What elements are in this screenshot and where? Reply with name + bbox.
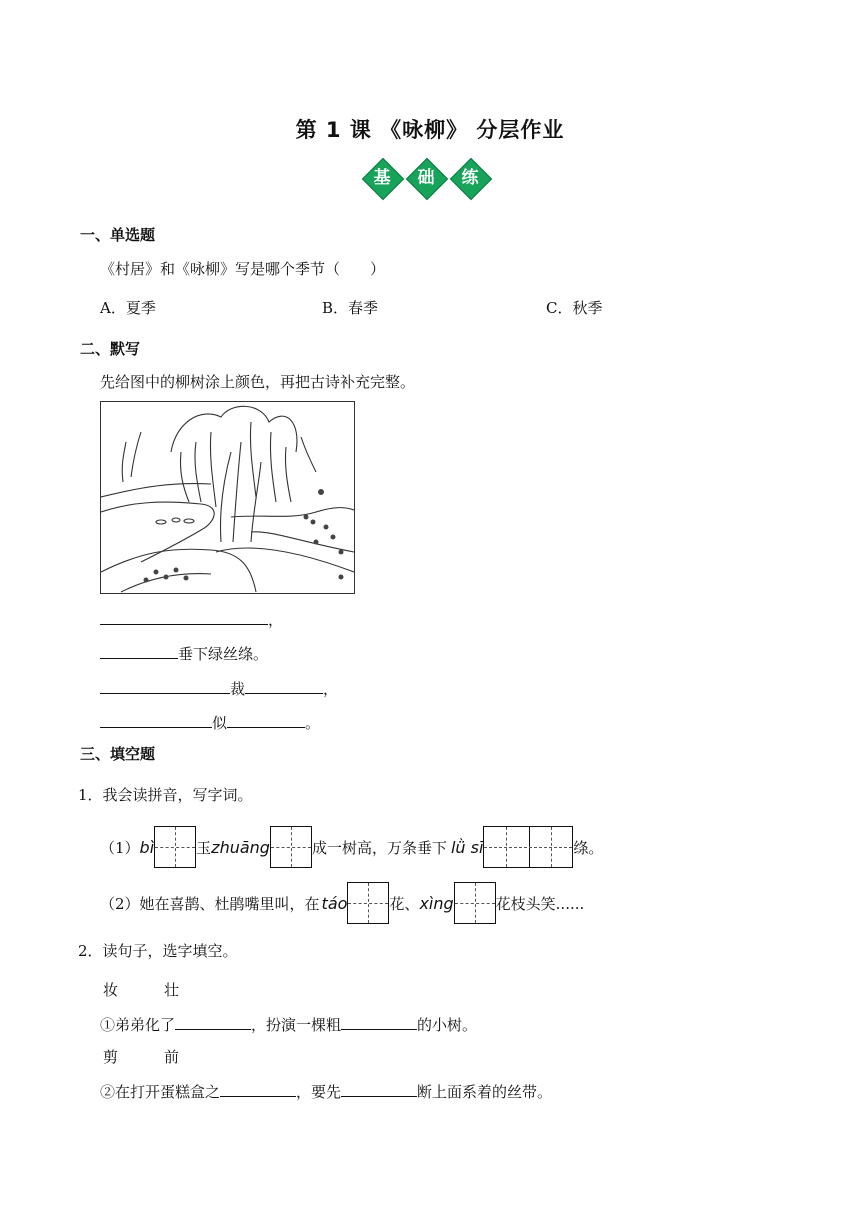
q1-label: 1．我会读拼音，写字词。 bbox=[78, 786, 253, 804]
char-box[interactable] bbox=[270, 826, 312, 868]
char-box[interactable] bbox=[454, 882, 496, 924]
section3-heading: 三、填空题 bbox=[80, 745, 156, 763]
section2-heading: 二、默写 bbox=[80, 340, 141, 358]
choice-pair-1: 妆 壮 bbox=[103, 981, 180, 999]
section2-instruction: 先给图中的柳树涂上颜色，再把古诗补充完整。 bbox=[100, 373, 416, 391]
willow-illustration[interactable] bbox=[100, 401, 355, 594]
option-a[interactable]: A．夏季 bbox=[100, 299, 156, 317]
q1-sub2: （2）她在喜鹊、杜鹃嘴里叫，在 táo 花、 xìng 花枝头笑...... bbox=[100, 882, 584, 924]
option-b[interactable]: B．春季 bbox=[322, 299, 379, 317]
choice-pair-2: 剪 前 bbox=[103, 1048, 180, 1066]
char-box[interactable] bbox=[347, 882, 389, 924]
char-box-double[interactable] bbox=[483, 826, 573, 868]
char-box[interactable] bbox=[154, 826, 196, 868]
blank-line3a[interactable] bbox=[100, 677, 230, 694]
poem-line-1: ， bbox=[100, 608, 283, 630]
q2-sentence-1: ①弟弟化了 ，扮演一棵粗 的小树。 bbox=[100, 1013, 477, 1035]
option-c[interactable]: C．秋季 bbox=[546, 299, 603, 317]
blank-line4b[interactable] bbox=[227, 711, 305, 728]
poem-line-2: 垂下绿丝绦。 bbox=[100, 642, 268, 664]
section1-heading: 一、单选题 bbox=[80, 226, 156, 244]
blank-q2-1a[interactable] bbox=[175, 1013, 251, 1030]
badge-chu: 础 bbox=[406, 158, 446, 198]
poem-line-3: 裁 ， bbox=[100, 677, 338, 699]
level-badges bbox=[362, 158, 490, 202]
q1-sub1: （1） bì 玉 zhuāng 成一树高，万条垂下 lǜ sī 绦。 bbox=[100, 826, 603, 868]
badge-lian: 练 bbox=[450, 158, 490, 198]
blank-q2-2a[interactable] bbox=[220, 1080, 296, 1097]
blank-line3b[interactable] bbox=[245, 677, 323, 694]
blank-q2-1b[interactable] bbox=[341, 1013, 417, 1030]
blank-line2[interactable] bbox=[100, 642, 178, 659]
q2-label: 2．读句子，选字填空。 bbox=[78, 942, 238, 960]
blank-q2-2b[interactable] bbox=[341, 1080, 417, 1097]
badge-ji: 基 bbox=[362, 158, 402, 198]
blank-line4a[interactable] bbox=[100, 711, 212, 728]
poem-line-4: 似 。 bbox=[100, 711, 320, 733]
page-title: 第 1 课 《咏柳》 分层作业 bbox=[295, 118, 565, 142]
blank-line1[interactable] bbox=[100, 608, 268, 625]
q2-sentence-2: ②在打开蛋糕盒之 ，要先 断上面系着的丝带。 bbox=[100, 1080, 552, 1102]
question-1: 《村居》和《咏柳》写是哪个季节（ ） bbox=[100, 260, 386, 278]
